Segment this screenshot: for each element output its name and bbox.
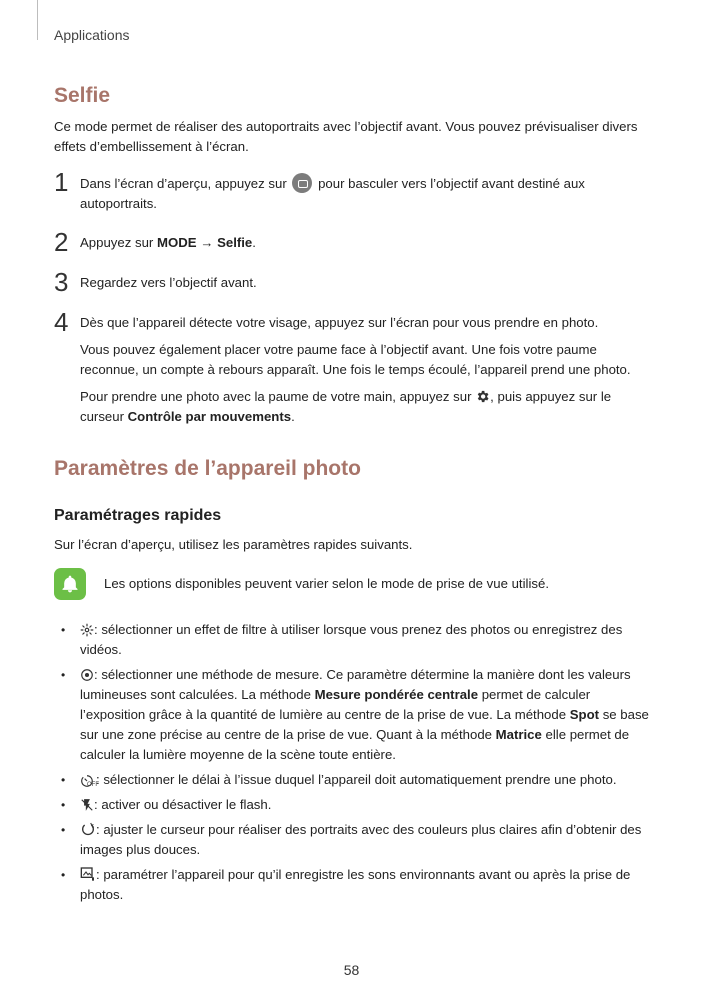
- note-icon: [54, 568, 86, 600]
- quick-settings-subtitle: Paramétrages rapides: [54, 507, 222, 524]
- list-item-sound: • : paramétrer l’appareil pour qu’il enregistre les sons environnants avant ou après la prise de photos.: [61, 867, 631, 902]
- list-item-flash: • : activer ou désactiver le flash.: [61, 797, 272, 812]
- sound-shot-icon: [80, 866, 96, 882]
- step-text: Dès que l’appareil détecte votre visage, appuyez sur l’écran pour vous prendre en photo.: [80, 315, 599, 330]
- gear-icon: [475, 389, 490, 404]
- list-item-beauty: • : ajuster le curseur pour réaliser des portraits avec des couleurs plus claires afin d’obtenir des images plus douces.: [61, 822, 642, 857]
- list-item-timer: • OFF : sélectionner le délai à l’issue duquel l’appareil doit automatiquement prendre une photo.: [61, 772, 617, 788]
- palm-explanation: Vous pouvez également placer votre paume face à l’objectif avant. Une fois votre paume reconnue, un compte à rebours apparaît. Une fois le temps écoulé, l’appareil prend une photo.: [80, 342, 631, 377]
- beauty-face-icon: [80, 821, 96, 837]
- step-number: 1: [54, 167, 69, 197]
- step-number: 2: [54, 227, 69, 257]
- step-text: Dans l’écran d’aperçu, appuyez sur pour basculer vers l’objectif avant destiné aux autoportraits.: [80, 173, 650, 214]
- corner-mark: [37, 0, 38, 40]
- selfie-title: Selfie: [54, 84, 111, 107]
- page-number: 58: [343, 962, 360, 978]
- quick-settings-intro: Sur l’écran d’aperçu, utilisez les paramètres rapides suivants.: [54, 537, 413, 552]
- bell-icon: [60, 574, 80, 594]
- list-item-filter: • : sélectionner un effet de filtre à utiliser lorsque vous prenez des photos ou enregistrez des vidéos.: [61, 622, 623, 657]
- filter-icon: [80, 623, 94, 637]
- flash-off-icon: [80, 798, 94, 812]
- list-item-metering: • : sélectionner une méthode de mesure. Ce paramètre détermine la manière dont les valeurs lumineuses sont calculées. La méthode Mesure pondérée centrale permet de calculer l’exposition grâce à la quantité de lumière au centre de la prise de vue. La méthode Spot se base sur une zone précise au centre de la prise de vue. Quant à la méthode Matrice elle permet de calculer la lumière moyenne de la scène toute entière.: [61, 667, 649, 762]
- section-label: Applications: [54, 27, 130, 43]
- quick-settings-list: [54, 620, 654, 910]
- selfie-intro: Ce mode permet de réaliser des autoportraits avec l’objectif avant. Vous pouvez prévisualiser divers effets d’embellissement à l’écran.: [54, 119, 638, 154]
- step-number: 4: [54, 307, 69, 337]
- timer-icon: OFF: [80, 774, 96, 790]
- switch-camera-icon: [292, 173, 312, 193]
- palm-instruction: Pour prendre une photo avec la paume de votre main, appuyez sur , puis appuyez sur le curseur Contrôle par mouvements.: [80, 389, 612, 424]
- step-text: Regardez vers l’objectif avant.: [80, 275, 257, 290]
- step-number: 3: [54, 267, 69, 297]
- step-text: Appuyez sur MODE → Selfie.: [80, 235, 256, 250]
- settings-title: Paramètres de l’appareil photo: [54, 457, 361, 480]
- note-text: Les options disponibles peuvent varier selon le mode de prise de vue utilisé.: [104, 576, 549, 591]
- metering-icon: [80, 668, 94, 682]
